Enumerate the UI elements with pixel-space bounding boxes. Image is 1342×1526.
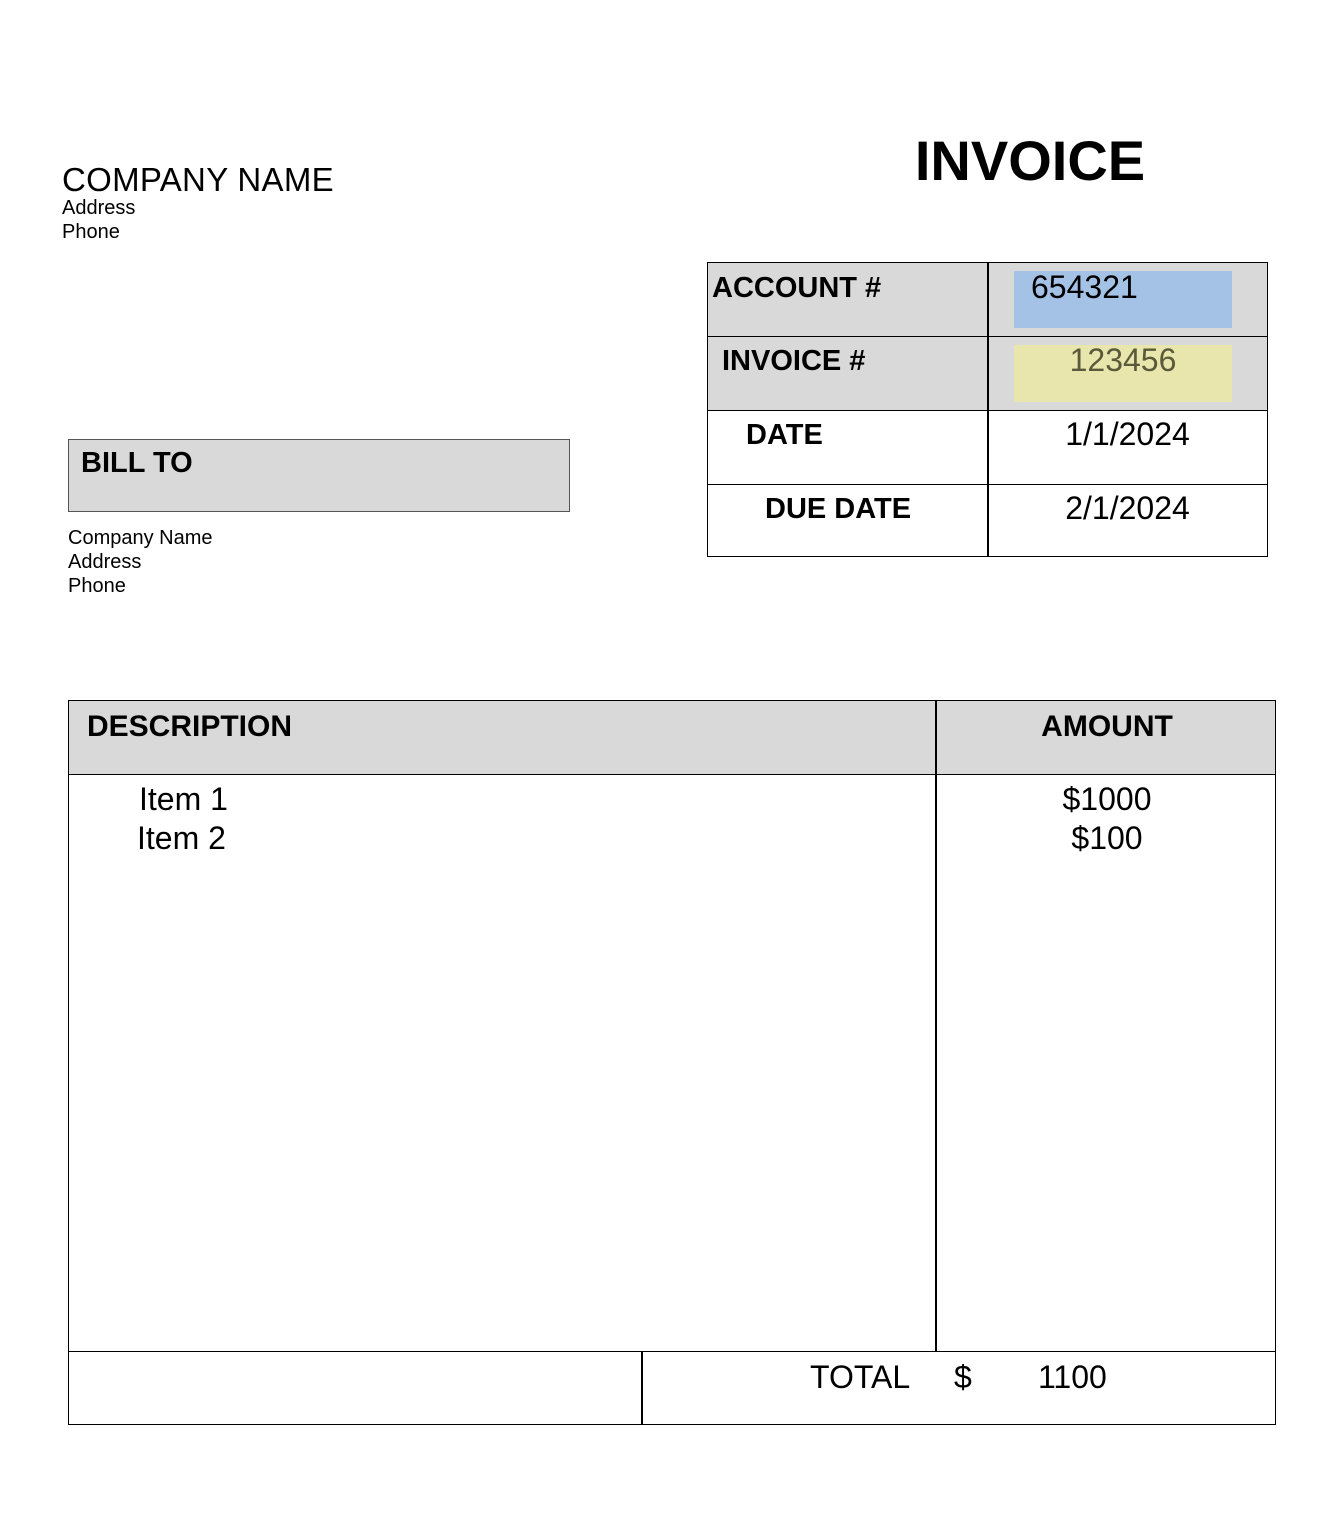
date-label: DATE: [746, 419, 823, 451]
item-description: Item 2: [137, 820, 226, 856]
company-phone: Phone: [62, 221, 120, 243]
totals-divider: [641, 1351, 643, 1424]
total-label: TOTAL: [810, 1359, 911, 1395]
bill-to-phone: Phone: [68, 575, 126, 597]
amount-header: AMOUNT: [1041, 710, 1173, 743]
item-amount: $1000: [1062, 781, 1152, 817]
invoice-number-label: INVOICE #: [722, 345, 866, 377]
item-description: Item 1: [139, 781, 228, 817]
due-date-label: DUE DATE: [765, 493, 912, 525]
items-body: [68, 774, 1276, 1352]
description-header: DESCRIPTION: [87, 710, 293, 743]
invoice-title: INVOICE: [914, 129, 1146, 192]
company-address: Address: [62, 197, 136, 219]
total-currency: $: [954, 1359, 972, 1395]
bill-to-address: Address: [68, 551, 142, 573]
bill-to-company: Company Name: [68, 527, 213, 549]
bill-to-label: BILL TO: [81, 447, 193, 479]
items-column-divider: [935, 700, 937, 1352]
due-date-value: 2/1/2024: [1065, 490, 1190, 526]
date-value: 1/1/2024: [1065, 416, 1190, 452]
account-value: 654321: [1031, 269, 1138, 305]
item-amount: $100: [1071, 820, 1143, 856]
items-header: [68, 700, 1276, 775]
bill-to-box: [68, 439, 570, 512]
total-value: 1100: [1038, 1359, 1107, 1395]
totals-row: [68, 1351, 1276, 1425]
invoice-number-value: 123456: [1069, 342, 1177, 378]
company-name: COMPANY NAME: [62, 161, 334, 198]
invoice-meta-table: [707, 262, 1268, 557]
account-label: ACCOUNT #: [712, 272, 882, 304]
meta-column-divider: [987, 263, 989, 556]
items-table: [68, 700, 1276, 1426]
